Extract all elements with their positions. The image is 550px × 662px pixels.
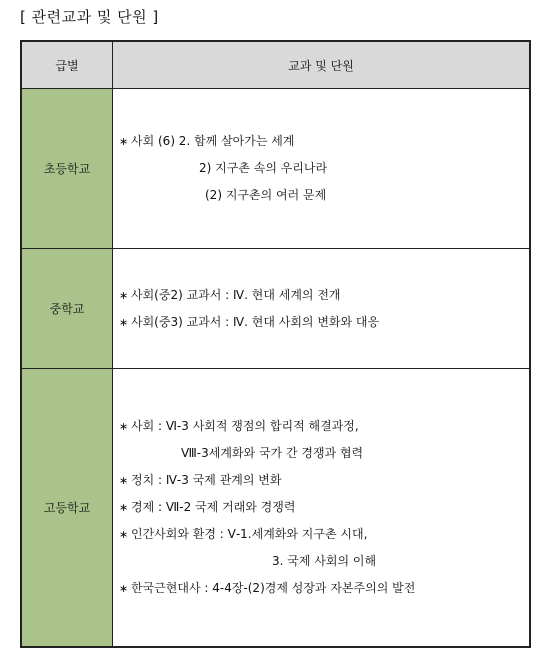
table-row-high xyxy=(21,369,530,647)
units-high xyxy=(113,369,531,647)
unit-line: ∗ 인간사회와 환경 : Ⅴ-1.세계화와 지구촌 시대, xyxy=(119,521,529,548)
header-units: 교과 및 단원 xyxy=(113,41,531,89)
table-row-middle xyxy=(21,249,530,369)
units-middle xyxy=(113,249,531,369)
unit-line: ∗ 사회(중3) 교과서 : Ⅳ. 현대 사회의 변화와 대응 xyxy=(119,309,529,336)
units-elementary xyxy=(113,89,531,249)
unit-line: ∗ 정치 : Ⅳ-3 국제 관계의 변화 xyxy=(119,467,529,494)
unit-line: (2) 지구촌의 여러 문제 xyxy=(205,188,327,202)
table-row-elementary xyxy=(21,89,530,249)
level-elementary: 초등학교 xyxy=(21,89,113,249)
unit-line: ∗ 사회(중2) 교과서 : Ⅳ. 현대 세계의 전개 xyxy=(119,282,529,309)
unit-line: 2) 지구촌 속의 우리나라 xyxy=(199,161,328,175)
header-level: 급별 xyxy=(21,41,113,89)
unit-line: ∗ 사회 (6) 2. 함께 살아가는 세계 xyxy=(119,128,529,155)
unit-line: ∗ 한국근현대사 : 4-4장-(2)경제 성장과 자본주의의 발전 xyxy=(119,575,529,602)
unit-line: ∗ 경제 : Ⅶ-2 국제 거래와 경쟁력 xyxy=(119,494,529,521)
unit-line: ∗ 사회 : Ⅵ-3 사회적 쟁점의 합리적 해결과정, xyxy=(119,413,529,440)
unit-line: 3. 국제 사회의 이해 xyxy=(272,553,377,568)
level-middle: 중학교 xyxy=(21,249,113,369)
page-title: [ 관련교과 및 단원 ] xyxy=(20,8,159,26)
units-table xyxy=(20,40,531,648)
unit-line: Ⅷ-3세계화와 국가 간 경쟁과 협력 xyxy=(181,445,364,460)
table-header-row xyxy=(21,41,530,89)
level-high: 고등학교 xyxy=(21,369,113,647)
